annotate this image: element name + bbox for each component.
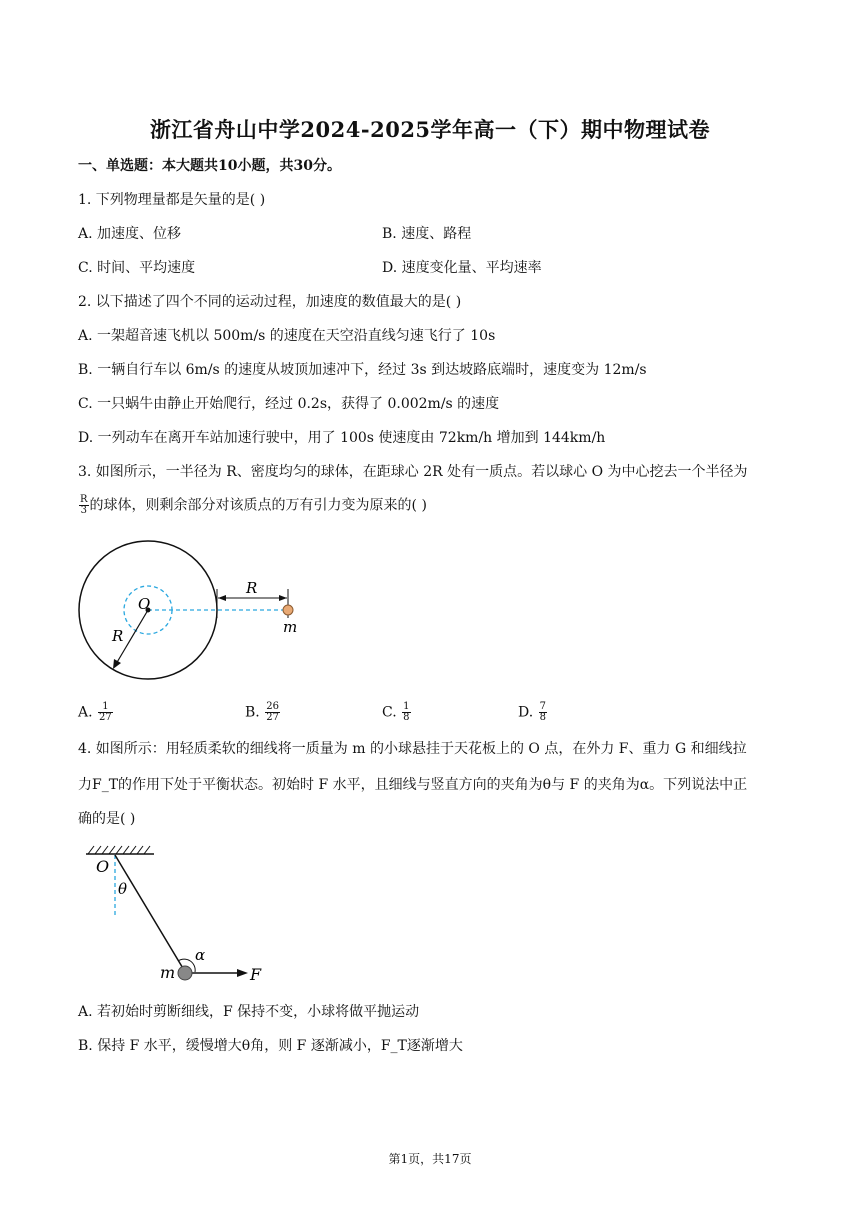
figure-label-r-distance: R: [246, 579, 258, 597]
question-3-option-a: A. $\frac{1}{27}$: [78, 701, 112, 723]
question-4-stem-line1: 4. 如图所示：用轻质柔软的细线将一质量为 m 的小球悬挂于天花板上的 O 点，在外力 F、重力 G 和细线拉: [78, 741, 747, 757]
question-1-option-c: C. 时间、平均速度: [78, 260, 196, 276]
section-heading: 一、单选题：本大题共10小题，共30分。: [78, 158, 341, 174]
question-3-option-b: B. $\frac{26}{27}$: [245, 701, 279, 723]
question-3-option-c: C. $\frac{1}{8}$: [382, 701, 410, 723]
question-4-stem-line2: 力F_T的作用下处于平衡状态。初始时 F 水平，且细线与竖直方向的夹角为θ与 F 的夹角为α。下列说法中正: [78, 777, 748, 793]
figure-label-alpha: α: [195, 946, 206, 964]
question-4-option-b: B. 保持 F 水平，缓慢增大θ角，则 F 逐渐减小，F_T逐渐增大: [78, 1038, 463, 1054]
question-4-option-a: A. 若初始时剪断细线，F 保持不变，小球将做平抛运动: [78, 1004, 420, 1020]
figure-label-m: m: [283, 618, 298, 636]
question-2-option-c: C. 一只蜗牛由静止开始爬行，经过 0.2s，获得了 0.002m/s 的速度: [78, 396, 500, 412]
question-1-option-a: A. 加速度、位移: [78, 226, 182, 242]
page-title: 浙江省舟山中学2024-2025学年高一（下）期中物理试卷: [149, 117, 711, 142]
question-3-stem-line1: 3. 如图所示，一半径为 R、密度均匀的球体，在距球心 2R 处有一质点。若以球心 O 为中心挖去一个半径为: [78, 464, 748, 480]
question-4-stem-line3: 确的是( ): [78, 811, 136, 827]
question-3-option-d: D. $\frac{7}{8}$: [518, 701, 547, 723]
figure-label-theta: θ: [118, 880, 128, 898]
page-footer: 第1页，共17页: [388, 1152, 472, 1166]
question-1-option-b: B. 速度、路程: [382, 226, 472, 242]
question-2-option-d: D. 一列动车在离开车站加速行驶中，用了 100s 使速度由 72km/h 增加到 144km/h: [78, 430, 606, 446]
question-2-option-b: B. 一辆自行车以 6m/s 的速度从坡顶加速冲下，经过 3s 到达坡路底端时，速度变为 12m/s: [78, 362, 647, 378]
question-4-figure: [80, 840, 280, 990]
fraction-r-over-3: $\frac{R}{3}$: [80, 494, 88, 516]
question-1-stem: 1. 下列物理量都是矢量的是( ): [78, 192, 266, 208]
question-1-option-d: D. 速度变化量、平均速率: [382, 260, 542, 276]
figure-label-f: F: [250, 965, 262, 984]
question-2-option-a: A. 一架超音速飞机以 500m/s 的速度在天空沿直线匀速飞行了 10s: [78, 328, 496, 344]
question-3-figure: [76, 538, 316, 684]
figure-label-r-radius: R: [112, 627, 124, 645]
figure-label-o: O: [96, 857, 110, 876]
figure-label-m: m: [160, 963, 176, 982]
question-3-stem-line2: $\frac{R}{3}$ 的球体，则剩余部分对该质点的万有引力变为原来的( ): [80, 494, 427, 516]
figure-label-o: O: [138, 595, 151, 613]
question-2-stem: 2. 以下描述了四个不同的运动过程，加速度的数值最大的是( ): [78, 294, 462, 310]
